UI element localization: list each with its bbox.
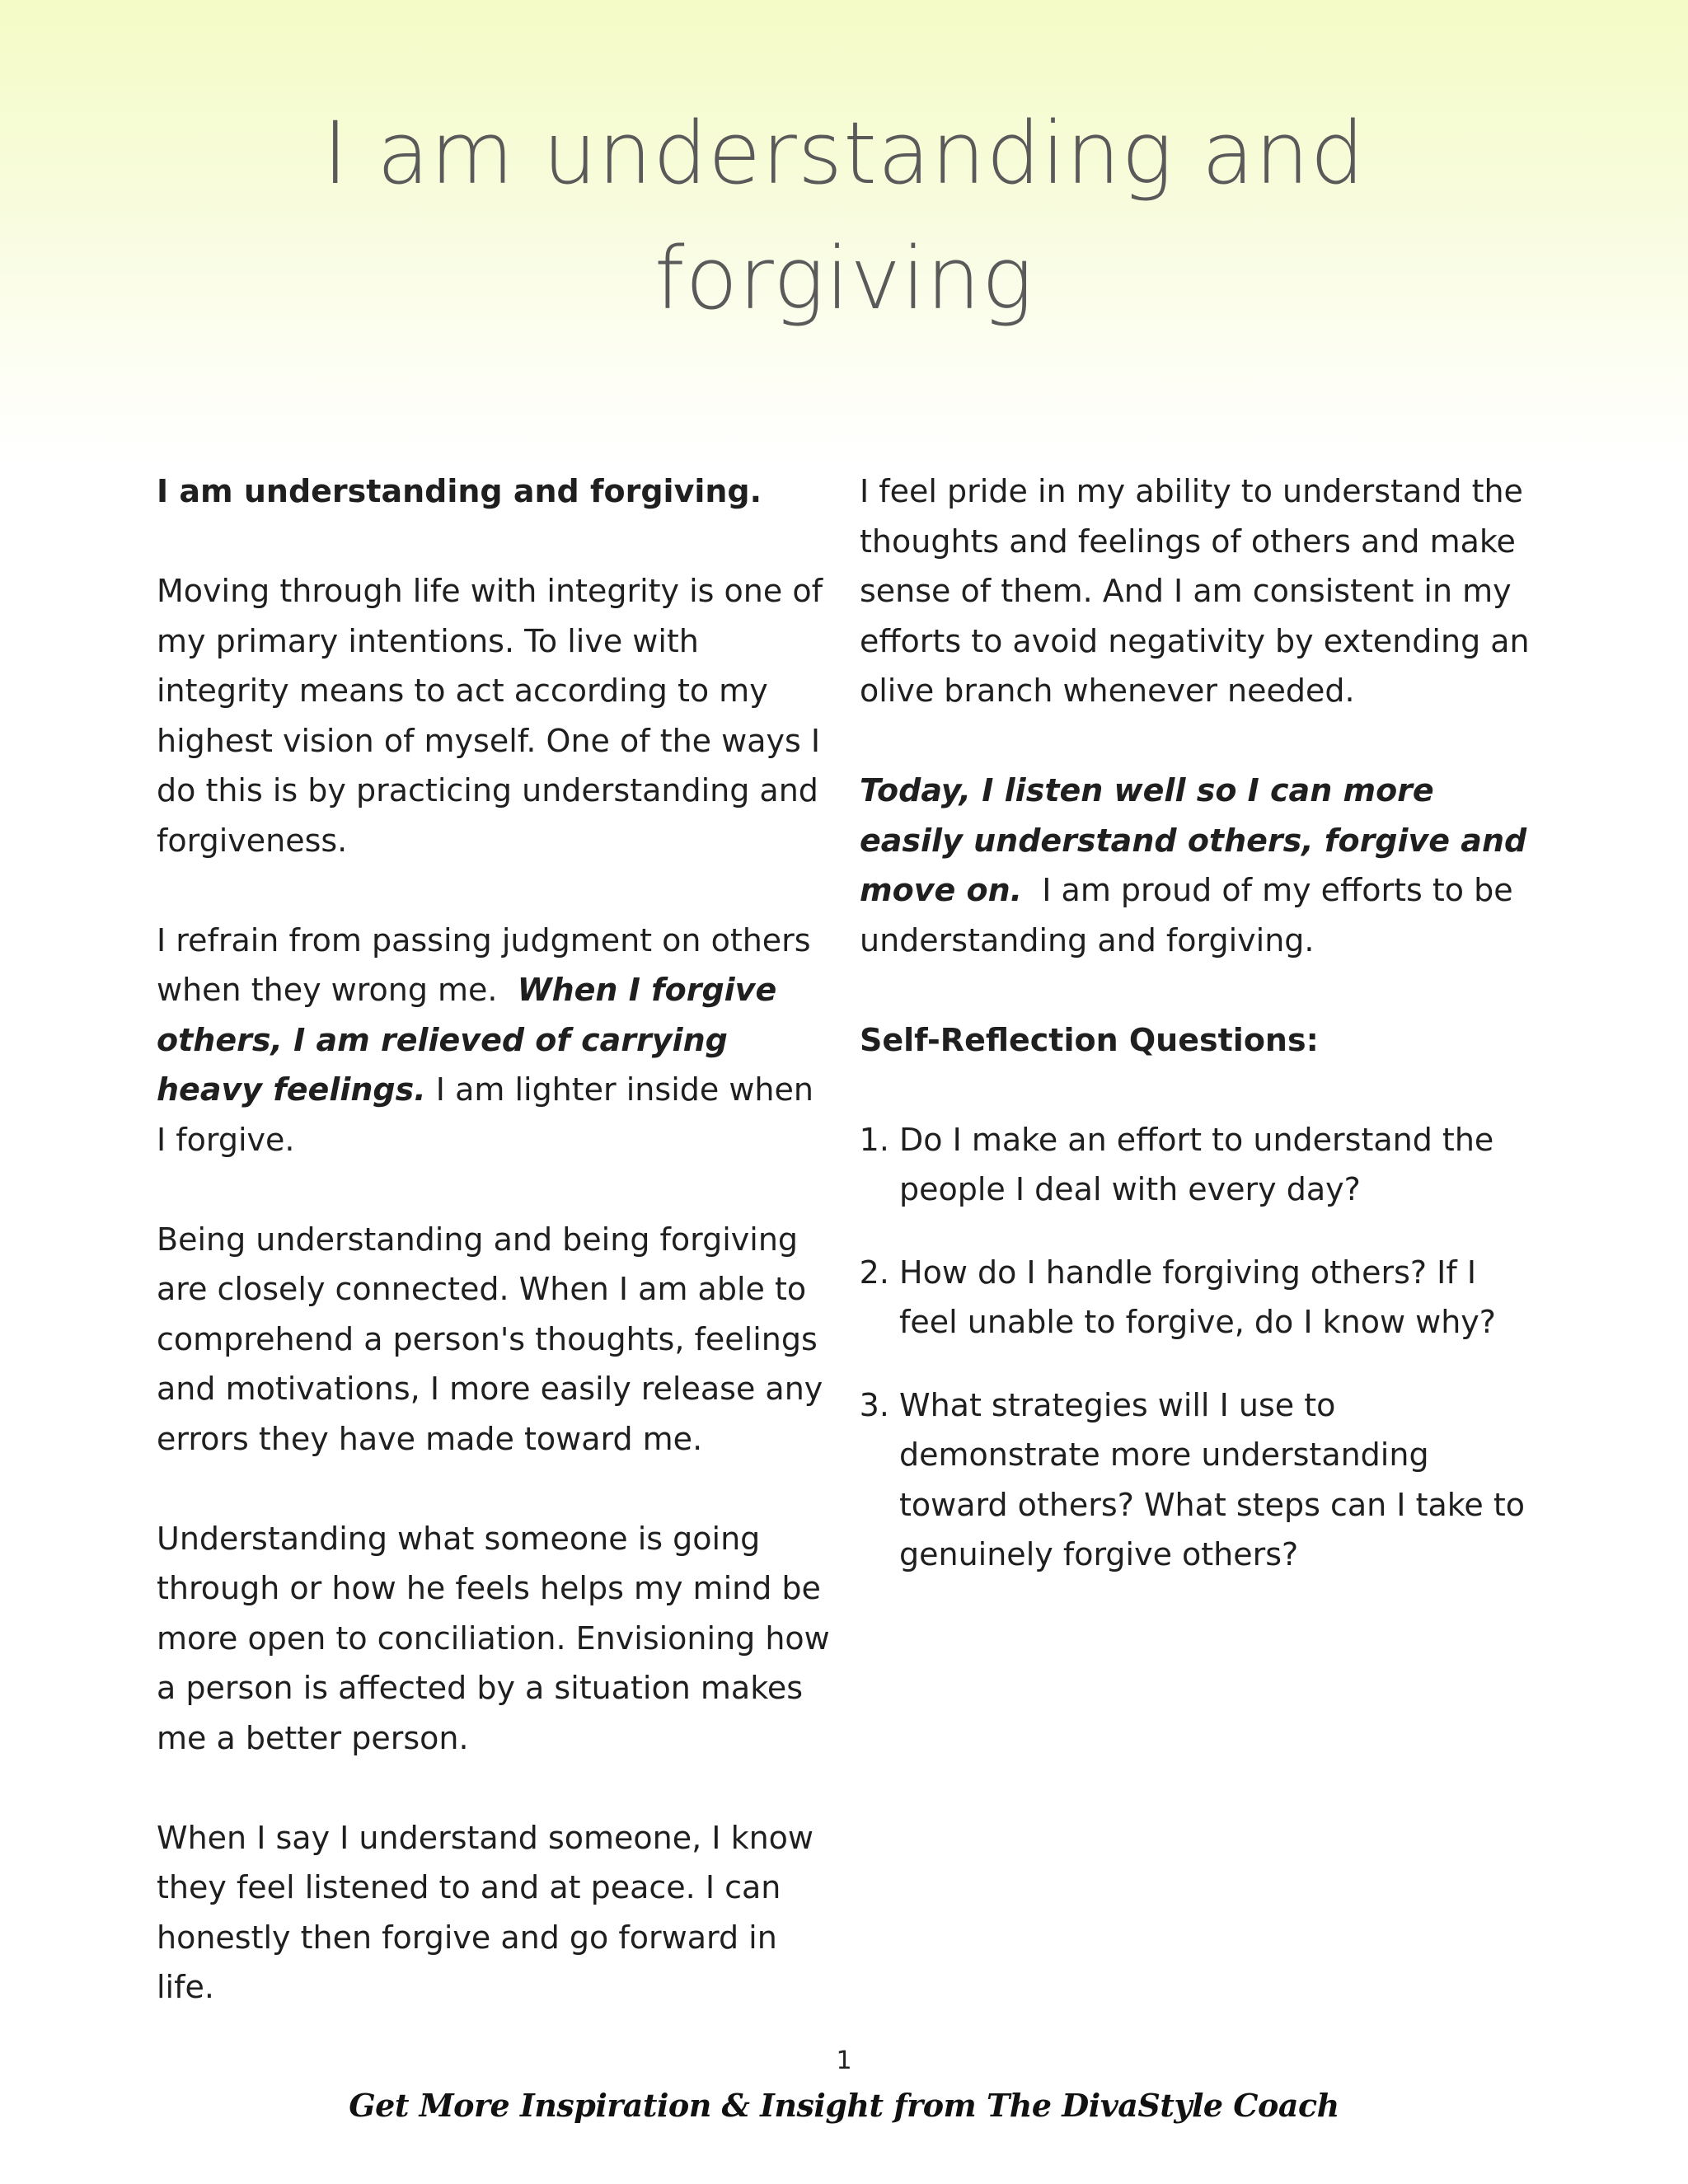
questions-list bbox=[860, 1115, 1544, 1580]
page-title-line-2: forgiving bbox=[654, 228, 1034, 329]
paragraph-judgment-start: I refrain from passing judgment on others when they wrong me. bbox=[157, 921, 811, 1008]
question-item: 3. What strategies will I use to demonstrate more understanding toward others? What steps can I take to genuinely forgive others? bbox=[899, 1380, 1544, 1580]
paragraph-integrity: Moving through life with integrity is one of my primary intentions. To live with integrity means to act according to my highest vision of myself. One of the ways I do this is by practicing understanding and forgiveness. bbox=[157, 573, 823, 859]
question-item: 2. How do I handle forgiving others? If I feel unable to forgive, do I know why? bbox=[899, 1248, 1544, 1347]
question-item: 1. Do I make an effort to understand the people I deal with every day? bbox=[899, 1115, 1544, 1215]
footer-tagline: Get More Inspiration & Insight from The DivaStyle Coach bbox=[349, 2087, 1339, 2124]
paragraph-peace: When I say I understand someone, I know they feel listened to and at peace. I can honestly then forgive and go forward in life. bbox=[157, 1819, 814, 2005]
page-title bbox=[0, 91, 1688, 341]
page-number: 1 bbox=[836, 2046, 852, 2075]
right-column bbox=[860, 466, 1544, 1613]
paragraph-conciliation: Understanding what someone is going through or how he feels helps my mind be more open to conciliation. Envisioning how a person is affected by a situation makes me a better person. bbox=[157, 1520, 830, 1756]
paragraph-connected: Being understanding and being forgiving are closely connected. When I am able to comprehend a person's thoughts, feelings and motivations, I more easily release any errors they have made toward me. bbox=[157, 1221, 823, 1457]
paragraph-judgment bbox=[157, 916, 832, 1165]
page-title-line-1: I am understanding and bbox=[322, 103, 1366, 204]
emphasis-forgive-relief: When I forgive others, I am relieved of carrying heavy feelings. bbox=[157, 972, 777, 1108]
paragraph-pride: I feel pride in my ability to understand the thoughts and feelings of others and make sense of them. And I am consistent in my efforts to avoid negativity by extending an olive branch whenever needed. bbox=[860, 473, 1530, 709]
paragraph-today bbox=[860, 766, 1544, 965]
paragraph-today-end: I am proud of my efforts to be understanding and forgiving. bbox=[860, 872, 1513, 958]
paragraph-judgment-end: I am lighter inside when I forgive. bbox=[157, 1071, 814, 1158]
left-column bbox=[157, 466, 832, 2062]
emphasis-today-listen: Today, I listen well so I can more easily understand others, forgive and move on. bbox=[860, 772, 1527, 908]
affirmation-heading: I am understanding and forgiving. bbox=[157, 473, 762, 509]
questions-heading: Self-Reflection Questions: bbox=[860, 1021, 1319, 1058]
